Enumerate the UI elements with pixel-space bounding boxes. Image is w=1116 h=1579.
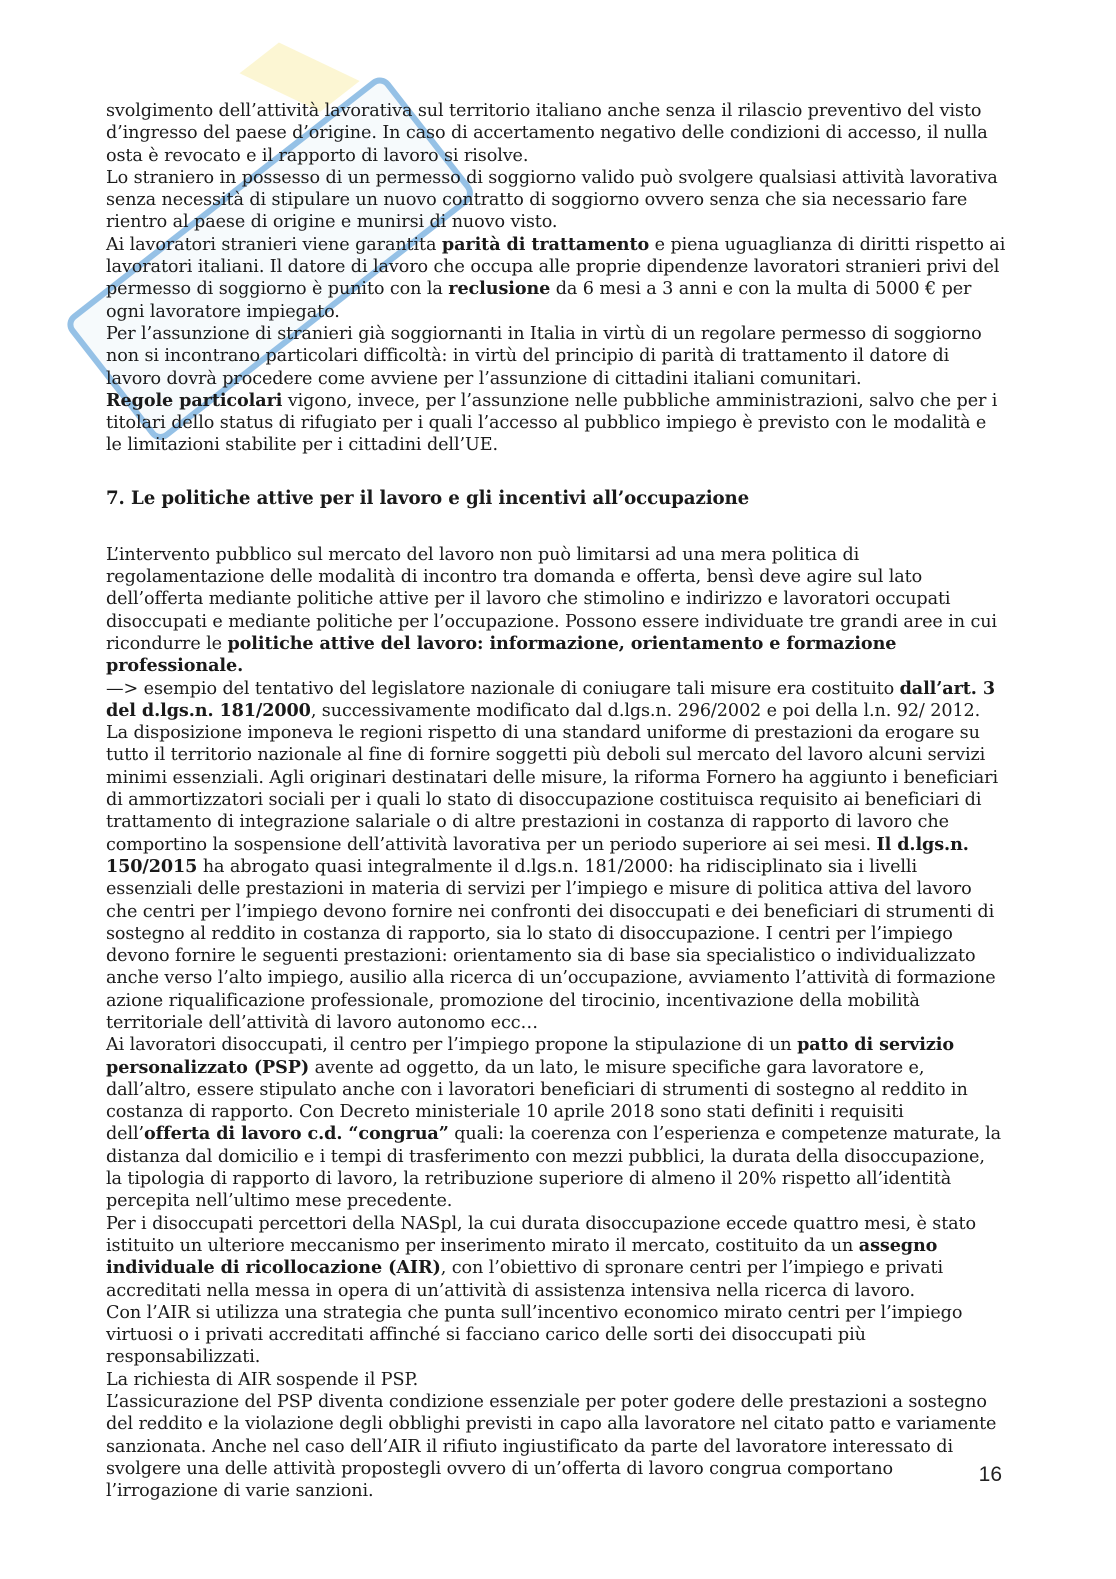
paragraph (106, 1034, 1006, 1212)
paragraph (106, 323, 1006, 390)
text-run: L’intervento pubblico sul mercato del lavoro non può limitarsi ad una mera politica di regolamentazione delle modalità di incontro tra domanda e offerta, bensì deve agire sul lato dell’offerta mediante politiche attive per il lavoro che stimolino e indirizzo e lavoratori occupati disoccupati e mediante politiche per l’occupazione. Possono essere individuate tre grandi aree in cui ricondurre le (106, 544, 997, 654)
text-run: da 6 mesi a 3 anni e con la multa di 5000 € per ogni lavoratore impiegato. (106, 279, 972, 322)
paragraph (106, 1391, 1006, 1502)
text-run: La richiesta di AIR sospende il PSP. (106, 1369, 419, 1390)
text-run: avente ad oggetto, da un lato, le misure specifiche gara lavoratore e, dall’altro, essere stipulato anche con i lavoratori beneficiari di strumenti di sostegno al reddito in costanza di rapporto. Con Decreto ministeriale 10 aprile 2018 sono stati definiti i requisiti dell’ (106, 1057, 968, 1145)
bold-text: parità di trattamento (441, 233, 650, 255)
policies-section (106, 544, 1006, 1503)
bold-text: dall’art. 3 del d.lgs.n. 181/2000 (106, 677, 995, 721)
bold-text: assegno individuale di ricollocazione (AIR) (106, 1234, 938, 1279)
text-run: L’assicurazione del PSP diventa condizione essenziale per poter godere delle prestazioni a sostegno del reddito e la violazione degli obblighi previsti in capo alla lavoratore nel citato patto e variamente sanzionata. Anche nel caso dell’AIR il rifiuto ingiustificato da parte del lavoratore interessato di svolgere una delle attività propostegli ovvero di un’offerta di lavoro congrua comportano l’irrogazione di varie sanzioni. (106, 1392, 997, 1502)
text-run: svolgimento dell’attività lavorativa sul territorio italiano anche senza il rilascio preventivo del visto d’ingresso del paese d’origine. In caso di accertamento negativo delle condizioni di accesso, il nulla osta è revocato e il rapporto di lavoro si risolve. (106, 101, 988, 166)
paragraph (106, 1302, 1006, 1369)
bold-text: politiche attive del lavoro: informazione, orientamento e formazione professionale. (106, 632, 897, 677)
paragraph (106, 234, 1006, 323)
bold-text: Il d.lgs.n. 150/2015 (106, 833, 969, 877)
section-heading: 7. Le politiche attive per il lavoro e gli incentivi all’occupazione (106, 487, 750, 509)
paragraph (106, 544, 1006, 678)
text-run: Per i disoccupati percettori della NASpl, la cui durata disoccupazione eccede quattro mesi, è stato istituito un ulteriore meccanismo per inserimento mirato il mercato, costituito da un (106, 1213, 977, 1256)
paragraph (106, 167, 1006, 234)
text-run: , successivamente modificato dal d.lgs.n. 296/2002 e poi della l.n. 92/ 2012. La disposizione imponeva le regioni rispetto di una standard uniforme di prestazioni da erogare su tutto il territorio nazionale al fine di fornire soggetti più deboli sul mercato del lavoro alcuni servizi minimi essenziali. Agli originari destinatari delle misure, la riforma Fornero ha aggiunto i beneficiari di ammortizzatori sociali per i quali lo stato di disoccupazione costituisca requisito ai beneficiari di trattamento di integrazione salariale o di altre prestazioni in costanza di rapporto di lavoro che comportino la sospensione dell’attività lavorativa per un periodo superiore ai sei mesi. (106, 700, 998, 855)
bold-text: patto di servizio personalizzato (PSP) (106, 1034, 954, 1078)
page-number: 16 (978, 1463, 1002, 1486)
paragraph (106, 1369, 1006, 1391)
text-run: Per l’assunzione di stranieri già soggiornanti in Italia in virtù di un regolare permesso di soggiorno non si incontrano particolari difficoltà: in virtù del principio di parità di trattamento il datore di lavoro dovrà procedere come avviene per l’assunzione di cittadini italiani comunitari. (106, 323, 982, 389)
text-run: vigono, invece, per l’assunzione nelle pubbliche amministrazioni, salvo che per i titolari dello status di rifugiato per i quali l’accesso al pubblico impiego è previsto con le modalità e le limitazioni stabilite per i cittadini dell’UE. (106, 390, 998, 456)
text-run: , con l’obiettivo di spronare centri per l’impiego e privati accreditati nella messa in opera di un’attività di assistenza intensiva nella ricerca di lavoro. (106, 1258, 944, 1301)
text-run: Ai lavoratori disoccupati, il centro per l’impiego propone la stipulazione di un (106, 1035, 798, 1056)
document-body (106, 100, 1006, 1503)
text-run: e piena uguaglianza di diritti rispetto ai lavoratori italiani. Il datore di lavoro che occupa alle proprie dipendenze lavoratori stranieri privi del permesso di soggiorno è punito con la (106, 234, 1006, 300)
paragraph (106, 1213, 1006, 1302)
text-run: quali: la coerenza con l’esperienza e competenze maturate, la distanza dal domicilio e i tempi di trasferimento con mezzi pubblici, la durata della disoccupazione, la tipologia di rapporto di lavoro, la retribuzione superiore di almeno il 20% rispetto all’identità percepita nell’ultimo mese precedente. (106, 1124, 1002, 1212)
bold-text: reclusione (448, 278, 551, 300)
bold-text: Regole particolari (106, 389, 283, 411)
bold-text: offerta di lavoro c.d. “congrua” (144, 1123, 449, 1145)
paragraph (106, 678, 1006, 1035)
text-run: Ai lavoratori stranieri viene garantita (106, 234, 442, 255)
paragraph (106, 390, 1006, 457)
intro-section (106, 100, 1006, 457)
text-run: Lo straniero in possesso di un permesso di soggiorno valido può svolgere qualsiasi attività lavorativa senza necessità di stipulare un nuovo contratto di soggiorno ovvero senza che sia necessario fare rientro al paese di origine e munirsi di nuovo visto. (106, 167, 998, 233)
paragraph (106, 100, 1006, 167)
text-run: Con l’AIR si utilizza una strategia che punta sull’incentivo economico mirato centri per l’impiego virtuosi o i privati accreditati affinché si facciano carico delle sorti dei disoccupati più responsabilizzati. (106, 1302, 963, 1368)
text-run: ha abrogato quasi integralmente il d.lgs.n. 181/2000: ha ridisciplinato sia i livelli essenziali delle prestazioni in materia di servizi per l’impiego e misure di politica attiva del lavoro che centri per l’impiego devono fornire nei confronti dei disoccupati e dei beneficiari di strumenti di sostegno al reddito in costanza di rapporto, sia lo stato di disoccupazione. I centri per l’impiego devono fornire le seguenti prestazioni: orientamento sia di base sia specialistico o individualizzato anche verso l’alto impiego, ausilio alla ricerca di un’occupazione, avviamento l’attività di formazione azione riqualificazione professionale, promozione del tirocinio, incentivazione della mobilità territoriale dell’attività di lavoro autonomo ecc… (106, 856, 996, 1033)
text-run: —> esempio del tentativo del legislatore nazionale di coniugare tali misure era costituito (106, 678, 900, 699)
